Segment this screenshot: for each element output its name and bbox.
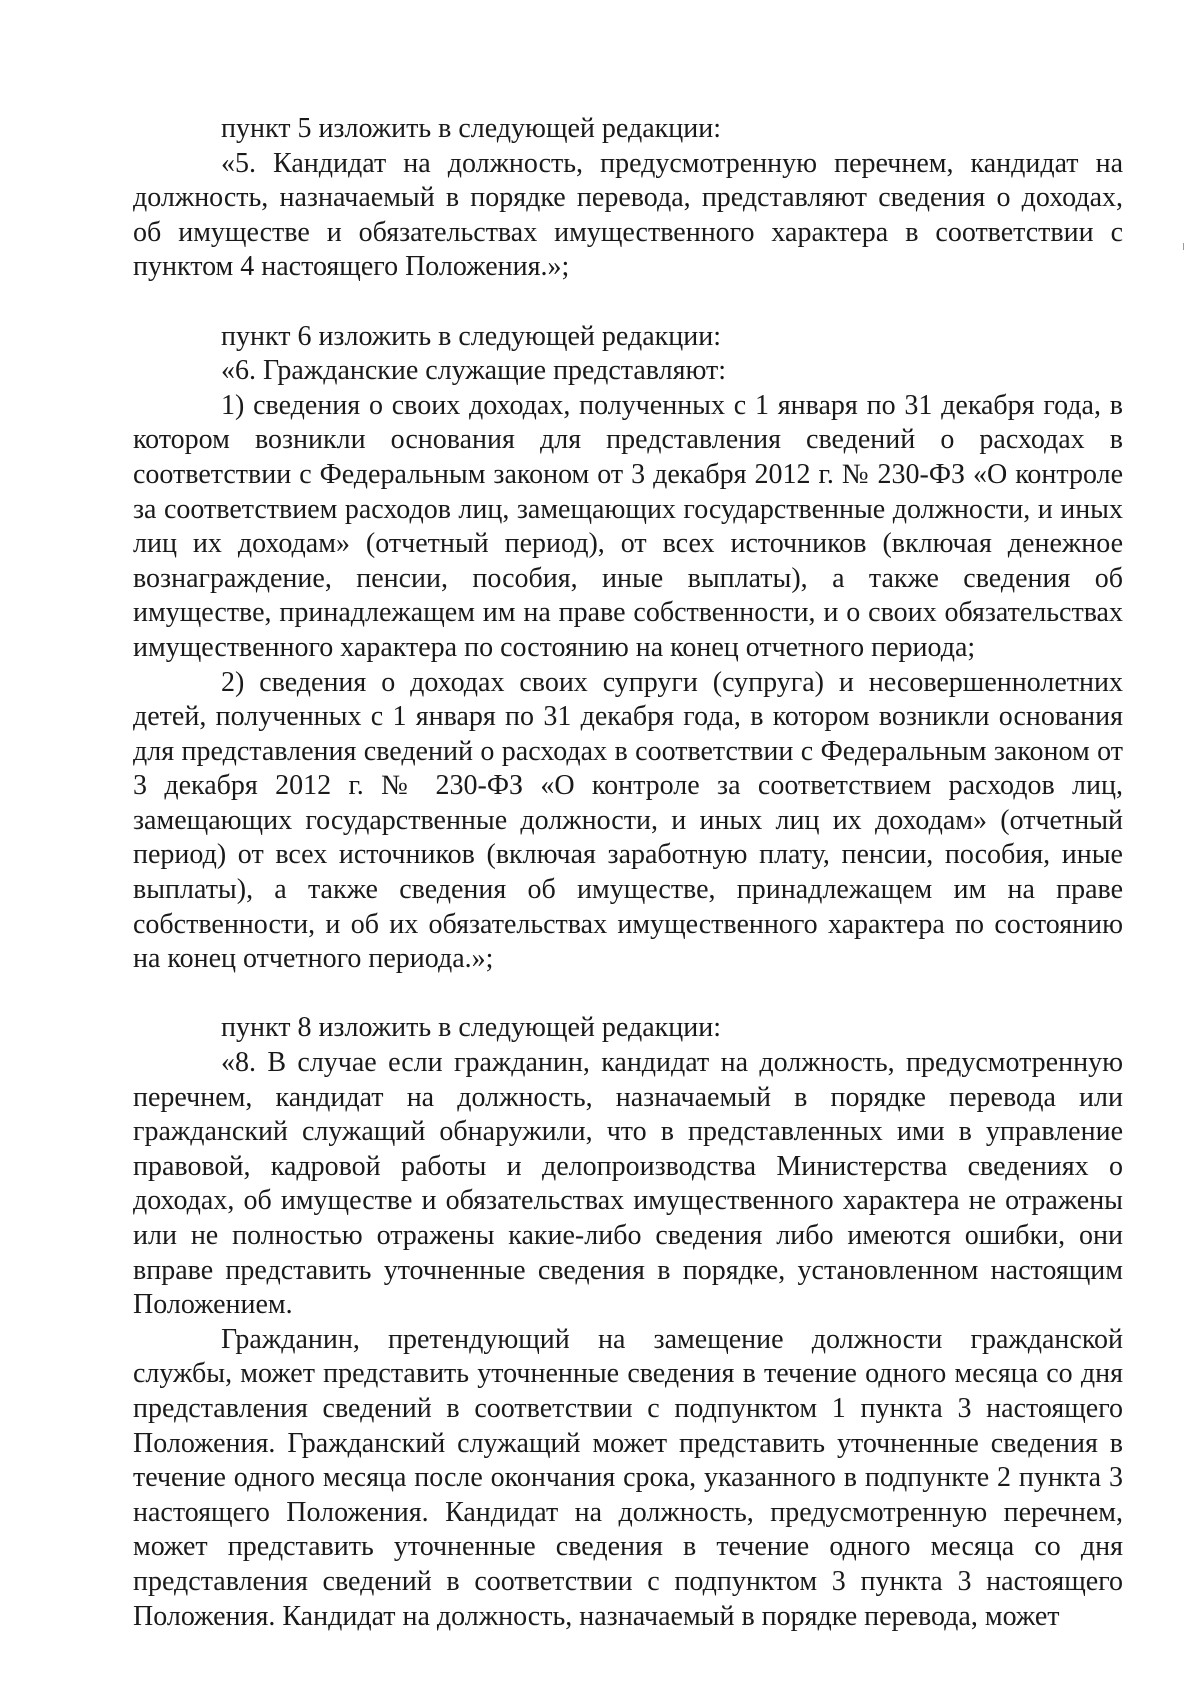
item-8-continuation: Гражданин, претендующий на замещение должности гражданской службы, может представить уточненные сведения в течение одного месяца со дня представления сведений в соответствии с подпунктом 1 пункта 3 настоящего Положения. Гражданский служащий может представить уточненные сведения в течение одного месяца после окончания срока, указанного в подпункте 2 пункта 3 настоящего Положения. Кандидат на должность, предусмотренную перечнем, может представить уточненные сведения в течение одного месяца со дня представления сведений в соответствии с подпунктом 3 пункта 3 настоящего Положения. Кандидат на должность, назначаемый в порядке перевода, может — [133, 1323, 1123, 1632]
scan-artifact — [1183, 243, 1184, 250]
item-6-heading: пункт 6 изложить в следующей редакции: — [221, 320, 721, 352]
item-5-text: «5. Кандидат на должность, предусмотренную перечнем, кандидат на должность, назначаемый в порядке перевода, представляют сведения о доходах, об имуществе и обязательствах имущественного характера в соответствии с пунктом 4 настоящего Положения.»; — [133, 147, 1123, 283]
item-6-subitem-2: 2) сведения о доходах своих супруги (супруга) и несовершеннолетних детей, полученных с 1 января по 31 декабря года, в котором возникли основания для представления сведений о расходах в соответствии с Федеральным законом от 3 декабря 2012 г. № 230-ФЗ «О контроле за соответствием расходов лиц, замещающих государственные должности, и иных лиц их доходам» (отчетный период) от всех источников (включая заработную плату, пенсии, пособия, иные выплаты), а также сведения об имуществе, принадлежащем им на праве собственности, и об их обязательствах имущественного характера по состоянию на конец отчетного периода.»; — [133, 666, 1123, 975]
item-8-text: «8. В случае если гражданин, кандидат на должность, предусмотренную перечнем, кандидат на должность, назначаемый в порядке перевода или гражданский служащий обнаружили, что в представленных ими в управление правовой, кадровой работы и делопроизводства Министерства сведениях о доходах, об имуществе и обязательствах имущественного характера не отражены или не полностью отражены какие-либо сведения либо имеются ошибки, они вправе представить уточненные сведения в порядке, установленном настоящим Положением. — [133, 1047, 1123, 1321]
item-8-heading: пункт 8 изложить в следующей редакции: — [221, 1012, 721, 1044]
item-6-subitem-1: 1) сведения о своих доходах, полученных с 1 января по 31 декабря года, в котором возникли основания для представления сведений о расходах в соответствии с Федеральным законом от 3 декабря 2012 г. № 230-ФЗ «О контроле за соответствием расходов лиц, замещающих государственные должности, и иных лиц их доходам» (отчетный период), от всех источников (включая денежное вознаграждение, пенсии, пособия, иные выплаты), а также сведения об имуществе, принадлежащем им на праве собственности, и о своих обязательствах имущественного характера по состоянию на конец отчетного периода; — [133, 389, 1123, 663]
item-5-heading: пункт 5 изложить в следующей редакции: — [221, 113, 721, 144]
document-body — [133, 112, 1123, 1634]
item-6-intro: «6. Гражданские служащие представляют: — [221, 355, 727, 387]
